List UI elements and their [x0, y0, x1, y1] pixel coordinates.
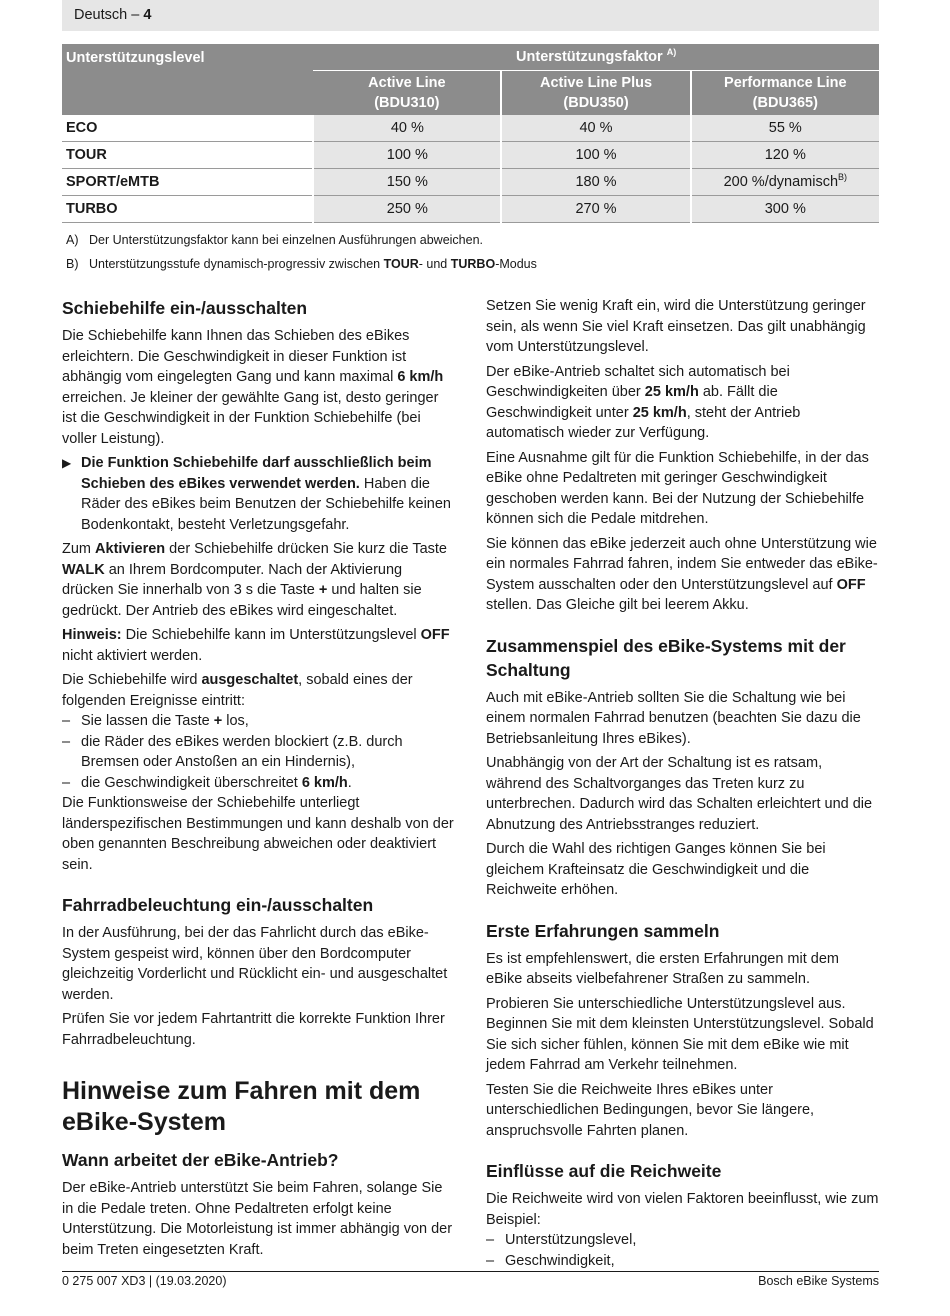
footnote-a: A) Der Unterstützungsfaktor kann bei einzelnen Ausführungen abweichen. — [66, 233, 484, 247]
paragraph: Die Schiebehilfe kann Ihnen das Schieben des eBikes erleichtern. Die Geschwindigkeit in dieser Funktion ist abhängig vom eingelegten Gang und kann maximal 6 km/h erreichen. Je kleiner der gewählte Gang ist, desto geringer ist die Geschwindigkeit in der Funktion Schiebehilfe (bei voller Leistung). — [62, 328, 444, 447]
level-name: TOUR — [62, 142, 313, 169]
paragraph: In der Ausführung, bei der das Fahrlicht durch das eBike-System gespeist wird, können über den Bordcomputer gleichzeitig Vorderlicht und Rücklicht ein- und ausgeschaltet werden. — [62, 925, 448, 1003]
table-cell: 55 % — [691, 115, 879, 142]
table-header-row — [62, 44, 879, 71]
table-cell: 40 % — [313, 115, 501, 142]
table-cell: 120 % — [691, 142, 879, 169]
table-cell: 300 % — [691, 196, 879, 223]
footer-doc-number: 0 275 007 XD3 | (19.03.2020) — [62, 1274, 227, 1288]
paragraph: Die Schiebehilfe wird ausgeschaltet, sobald eines der folgenden Ereignisse eintritt: — [62, 672, 413, 709]
level-name: SPORT/eMTB — [62, 169, 313, 196]
table-row — [62, 196, 879, 223]
level-name: TURBO — [62, 196, 313, 223]
footnote-ref-a: A) — [666, 47, 677, 58]
table-row — [62, 169, 879, 196]
page-header — [62, 0, 879, 31]
paragraph: Der eBike-Antrieb unterstützt Sie beim Fahren, solange Sie in die Pedale treten. Ohne Pedaltreten erfolgt keine Unterstützung. Die Motorleistung ist immer abhängig von der beim Treten eingesetzten Kraft. — [62, 1180, 453, 1258]
support-factor-table — [62, 44, 879, 223]
footnote-ref-b: B) — [838, 172, 848, 183]
paragraph: Probieren Sie unterschiedliche Unterstützungslevel aus. Beginnen Sie mit dem kleinsten Unterstützungslevel. Sobald Sie sich sicher fühlen, können Sie mit dem eBike wie mit jedem Fahrrad am Verkehr teilnehmen. — [486, 995, 874, 1073]
level-name: ECO — [62, 115, 313, 142]
footer-brand: Bosch eBike Systems — [758, 1274, 879, 1288]
table-footnotes — [66, 230, 537, 278]
table-cell: 100 % — [313, 142, 501, 169]
table-cell: 200 %/dynamisch$^{B)}$ — [691, 169, 879, 196]
footer-divider — [62, 1271, 879, 1272]
paragraph: Durch die Wahl des richtigen Ganges können Sie bei gleichem Krafteinsatz die Geschwindigkeit und die Reichweite erhöhen. — [486, 841, 826, 898]
paragraph: Es ist empfehlenswert, die ersten Erfahrungen mit dem eBike abseits vielbefahrener Straßen zu sammeln. — [486, 950, 839, 987]
factor-column-header: Unterstützungsfaktor $^{A)}$ — [313, 44, 879, 71]
heading-push-assistance: Schiebehilfe ein-/ausschalten — [62, 298, 308, 318]
heading-gear-interplay: Zusammenspiel des eBike-Systems mit der Schaltung — [486, 635, 846, 680]
paragraph: Die Reichweite wird von vielen Faktoren beeinflusst, wie zum Beispiel: — [486, 1191, 879, 1228]
table-cell: 250 % — [313, 196, 501, 223]
safety-warning: ▶ Die Funktion Schiebehilfe darf ausschließlich beim Schieben des eBikes verwendet werden. Haben die Räder des eBikes beim Benutzen der Schiebehilfe keinen Bodenkontakt, besteht Verletzungsgefahr. — [62, 455, 451, 533]
left-column — [62, 296, 456, 1264]
list-item: – Unterstützungslevel, — [486, 1230, 879, 1251]
table-cell: 150 % — [313, 169, 501, 196]
table-cell: 100 % — [501, 142, 690, 169]
section-heading-riding-notes: Hinweise zum Fahren mit dem eBike-System — [62, 1077, 421, 1136]
paragraph: Setzen Sie wenig Kraft ein, wird die Unterstützung geringer sein, als wenn Sie viel Kraft einsetzen. Das gilt unabhängig vom Unterstützungslevel. — [486, 298, 866, 355]
warning-arrow-icon: ▶ — [62, 456, 72, 470]
model-header-performance-line: Performance Line (BDU365) — [691, 71, 879, 116]
model-header-active-line-plus: Active Line Plus (BDU350) — [501, 71, 690, 116]
table-cell: 180 % — [501, 169, 690, 196]
footnote-b: B) Unterstützungsstufe dynamisch-progressiv zwischen TOUR- und TURBO-Modus — [66, 257, 537, 271]
paragraph: Der eBike-Antrieb schaltet sich automatisch bei Geschwindigkeiten über 25 km/h ab. Fällt die Geschwindigkeit unter 25 km/h, steht der Antrieb automatisch wieder zur Verfügung. — [486, 363, 801, 441]
list-item: – die Geschwindigkeit überschreitet 6 km/h. — [62, 773, 456, 794]
page-number: 4 — [143, 7, 152, 23]
table-row — [62, 142, 879, 169]
heading-when-drive-works: Wann arbeitet der eBike-Antrieb? — [62, 1150, 339, 1170]
event-list — [62, 711, 456, 793]
table-cell: 40 % — [501, 115, 690, 142]
header-language: Deutsch — [74, 7, 128, 23]
range-factor-list — [486, 1230, 879, 1271]
right-column — [486, 296, 879, 1271]
list-item: – Sie lassen die Taste + los, — [62, 711, 456, 732]
table-cell: 270 % — [501, 196, 690, 223]
list-item: – die Räder des eBikes werden blockiert (z.B. durch Bremsen oder Anstoßen an ein Hindernis), — [62, 732, 456, 773]
paragraph: Die Funktionsweise der Schiebehilfe unterliegt länderspezifischen Bestimmungen und kann deshalb von der oben genannten Beschreibung abweichen oder deaktiviert sein. — [62, 795, 454, 873]
list-item: – Geschwindigkeit, — [486, 1251, 879, 1272]
paragraph: Prüfen Sie vor jedem Fahrtantritt die korrekte Funktion Ihrer Fahrradbeleuchtung. — [62, 1011, 445, 1048]
hint-paragraph: Hinweis: Die Schiebehilfe kann im Unterstützungslevel OFF nicht aktiviert werden. — [62, 627, 450, 664]
heading-range-factors: Einflüsse auf die Reichweite — [486, 1161, 722, 1181]
paragraph: Unabhängig von der Art der Schaltung ist es ratsam, während des Schaltvorganges das Treten kurz zu unterbrechen. Dadurch wird das Schalten erleichtert und die Abnutzung des Antriebsstranges reduziert. — [486, 755, 873, 833]
heading-bike-lights: Fahrradbeleuchtung ein-/ausschalten — [62, 895, 374, 915]
paragraph: Eine Ausnahme gilt für die Funktion Schiebehilfe, in der das eBike ohne Pedaltreten mit geringer Geschwindigkeit geschoben werden kann. Bei der Nutzung der Schiebehilfe können sich die Pedale mitdrehen. — [486, 449, 869, 527]
heading-first-experience: Erste Erfahrungen sammeln — [486, 920, 720, 941]
paragraph: Testen Sie die Reichweite Ihres eBikes unter unterschiedlichen Bedingungen, bevor Sie längere, anspruchsvolle Fahrten planen. — [486, 1081, 815, 1139]
table-row — [62, 115, 879, 142]
model-header-active-line: Active Line (BDU310) — [313, 71, 501, 116]
paragraph: Sie können das eBike jederzeit auch ohne Unterstützung wie ein normales Fahrrad fahren, indem Sie entweder das eBike-System ausschalten oder den Unterstützungslevel auf OFF stellen. Das Gleiche gilt bei leerem Akku. — [486, 535, 878, 613]
level-column-header: Unterstützungslevel — [62, 44, 313, 115]
paragraph: Zum Aktivieren der Schiebehilfe drücken Sie kurz die Taste WALK an Ihrem Bordcomputer. Nach der Aktivierung drücken Sie innerhalb von 3 s die Taste + und halten sie gedrückt. Der Antrieb des eBikes wird eingeschaltet. — [62, 541, 447, 619]
paragraph: Auch mit eBike-Antrieb sollten Sie die Schaltung wie bei einem normalen Fahrrad benutzen (beachten Sie dazu die Betriebsanleitung Ihres eBikes). — [486, 689, 861, 747]
header-separator: – — [127, 7, 144, 23]
